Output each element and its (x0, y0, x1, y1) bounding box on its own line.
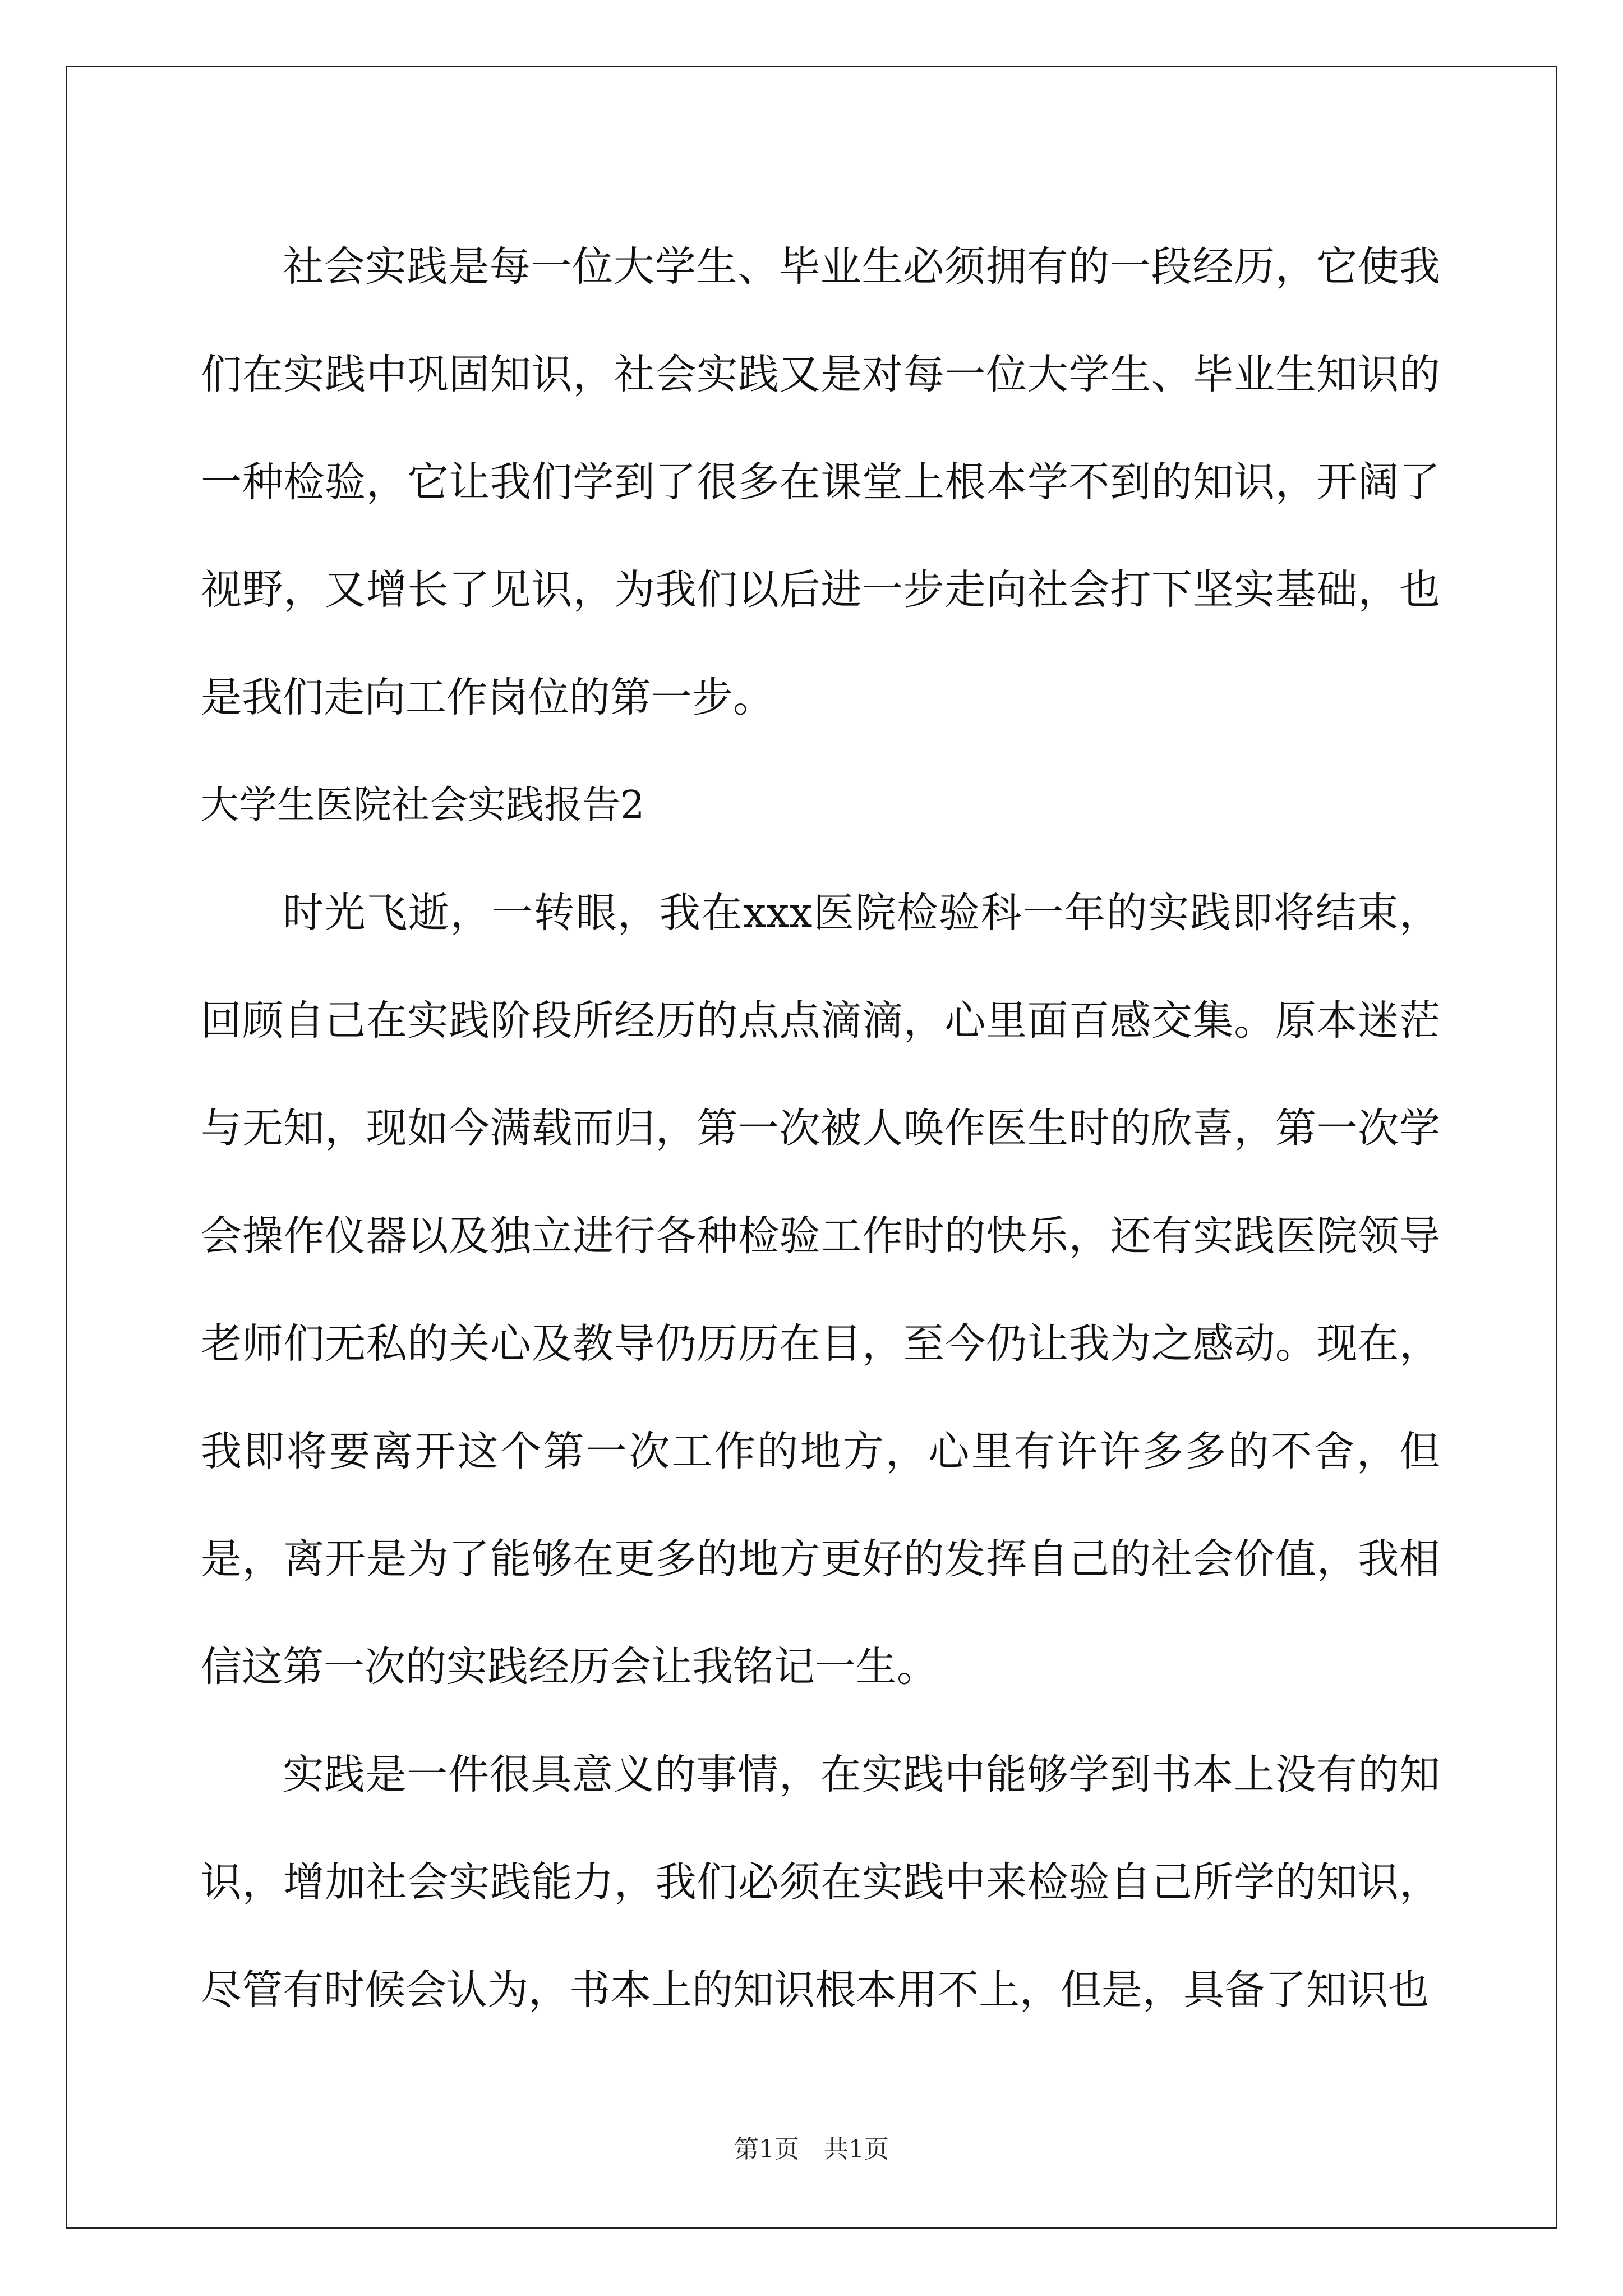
document-body (201, 213, 1440, 2044)
paragraph-3: 实践是一件很具意义的事情，在实践中能够学到书本上没有的知识，增加社会实践能力，我们必须在实践中来检验自己所学的知识，尽管有时候会认为，书本上的知识根本用不上，但是，具备了知识也 (201, 1751, 1440, 2014)
paragraph-2: 时光飞逝，一转眼，我在xxx医院检验科一年的实践即将结束，回顾自己在实践阶段所经历的点点滴滴，心里面百感交集。原本迷茫与无知，现如今满载而归，第一次被人唤作医生时的欣喜，第一次学会操作仪器以及独立进行各种检验工作时的快乐，还有实践医院领导老师们无私的关心及教导仍历历在目，至今仍让我为之感动。现在，我即将要离开这个第一次工作的地方，心里有许许多多的不舍，但是，离开是为了能够在更多的地方更好的发挥自己的社会价值，我相信这第一次的实践经历会让我铭记一生。 (201, 889, 1440, 1691)
page-number-current: 第1页 (734, 2135, 799, 2164)
page-footer (0, 2129, 1623, 2165)
paragraph-1: 社会实践是每一位大学生、毕业生必须拥有的一段经历，它使我们在实践中巩固知识，社会实践又是对每一位大学生、毕业生知识的一种检验，它让我们学到了很多在课堂上根本学不到的知识，开阔了视野，又增长了见识，为我们以后进一步走向社会打下坚实基础，也是我们走向工作岗位的第一步。 (201, 243, 1440, 721)
section-heading: 大学生医院社会实践报告2 (201, 783, 645, 827)
page-number-total: 共1页 (824, 2135, 889, 2164)
